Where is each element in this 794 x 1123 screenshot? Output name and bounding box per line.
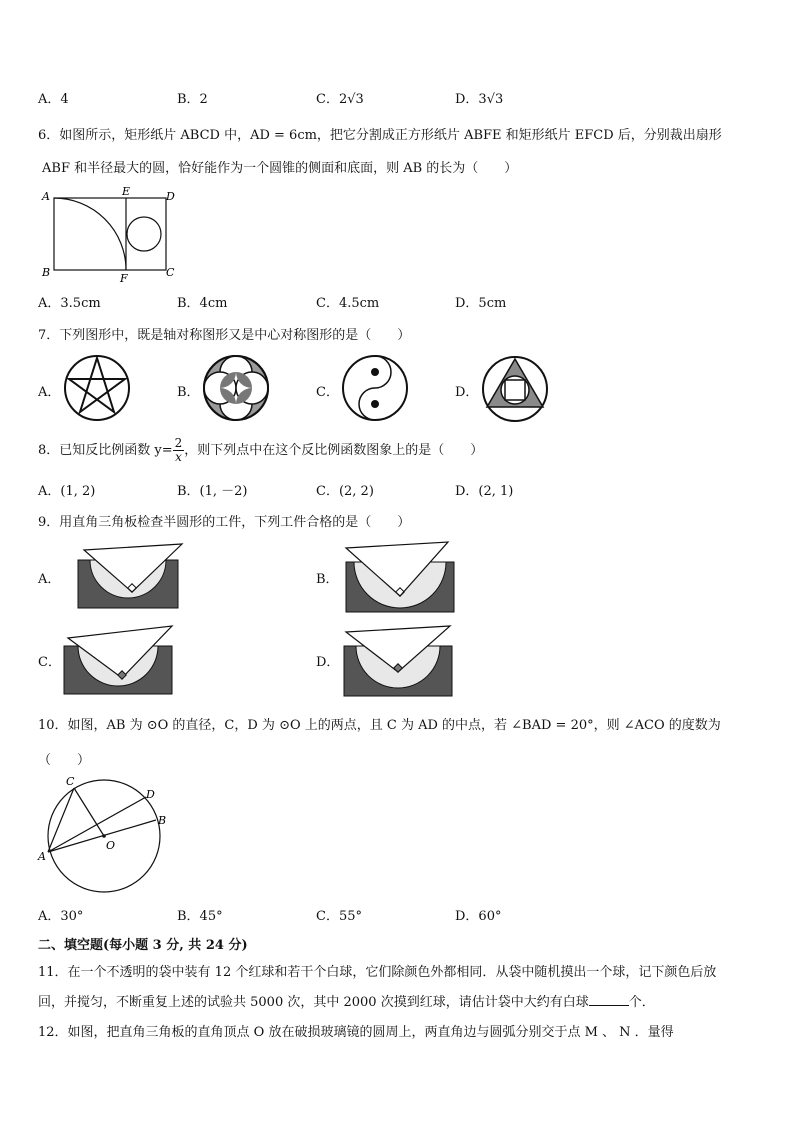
- q10-stem-line2: （ ）: [38, 753, 91, 768]
- q10-option-b: B．45°: [177, 909, 223, 924]
- q10-option-d: D．60°: [455, 909, 502, 924]
- label-b: B: [158, 814, 167, 827]
- label-c: C: [166, 266, 175, 279]
- label-a: A: [42, 190, 50, 203]
- q9-workpiece-a: [76, 540, 186, 612]
- q5-option-a: A．4: [38, 92, 69, 107]
- chord-ac: [48, 788, 74, 852]
- q11-line2-pre: 回，并搅匀，不断重复上述的试验共 5000 次，其中 2000 次摸到红球，请估计袋中大约有白球: [38, 995, 589, 1010]
- q7-label-a: A．: [38, 385, 61, 400]
- q9-stem: 9．用直角三角板检查半圆形的工件，下列工件合格的是（ ）: [38, 515, 411, 530]
- q11-answer-blank[interactable]: [589, 993, 629, 1006]
- q9-workpiece-b: [344, 540, 458, 614]
- q8-stem-pre: 8．已知反比例函数 y=: [38, 443, 173, 458]
- q10-stem-line1: 10．如图，AB 为 ⊙O 的直径，C，D 为 ⊙O 上的两点，且 C 为 AD 的中点，若 ∠BAD = 20°，则 ∠ACO 的度数为: [38, 718, 721, 733]
- sector-arc-abf: [54, 198, 126, 270]
- q6-stem-line2: ABF 和半径最大的圆，恰好能作为一个圆锥的侧面和底面，则 AB 的长为（ ）: [42, 161, 518, 176]
- q5-option-b: B．2: [177, 92, 208, 107]
- q11-stem-line2: [38, 991, 655, 1010]
- rect-abcd: [54, 198, 166, 270]
- q8-stem: [38, 437, 483, 464]
- q7-triangle-figure: [479, 353, 551, 423]
- q7-label-b: B．: [177, 385, 200, 400]
- q11-line2-post: 个．: [628, 995, 655, 1010]
- q7-label-c: C．: [316, 385, 339, 400]
- q9-workpiece-d: [342, 622, 456, 698]
- inscribed-circle: [127, 217, 161, 251]
- q9-label-c: C．: [38, 655, 61, 670]
- q5-option-c: C．2√3: [316, 92, 364, 107]
- q8-frac-den: x: [175, 450, 182, 464]
- section-heading-fill-blank: 二、填空题(每小题 3 分, 共 24 分): [38, 938, 248, 953]
- q8-stem-post: ，则下列点中在这个反比例函数图象上的是（ ）: [184, 443, 484, 458]
- q7-pentagram-figure: [62, 353, 132, 423]
- q9-label-d: D．: [316, 655, 340, 670]
- q7-label-d: D．: [455, 385, 479, 400]
- q7-four-circles-figure: [201, 353, 271, 423]
- q9-label-b: B．: [316, 572, 339, 587]
- q8-option-d: D．(2, 1): [455, 484, 514, 499]
- diameter-ab: [48, 820, 156, 852]
- label-a: A: [38, 850, 46, 863]
- q10-option-a: A．30°: [38, 909, 84, 924]
- q10-option-c: C．55°: [316, 909, 362, 924]
- q9-workpiece-c: [62, 622, 176, 696]
- q10-circle-figure: [36, 772, 176, 896]
- q6-stem-line1: 6．如图所示，矩形纸片 ABCD 中，AD = 6cm，把它分割成正方形纸片 ABFE 和矩形纸片 EFCD 后，分别裁出扇形: [38, 128, 722, 143]
- q12-stem-line1: 12．如图，把直角三角板的直角顶点 O 放在破损玻璃镜的圆周上，两直角边与圆弧分别交于点 M 、 N ．量得: [38, 1025, 674, 1040]
- label-d: D: [146, 788, 155, 801]
- q6-option-b: B．4cm: [177, 296, 228, 311]
- q8-fraction: [173, 437, 185, 464]
- q6-rectangle-figure: [38, 186, 178, 286]
- q8-option-a: A．(1, 2): [38, 484, 96, 499]
- q6-option-a: A．3.5cm: [38, 296, 101, 311]
- q9-label-a: A．: [38, 572, 61, 587]
- q5-option-d: D．3√3: [455, 92, 504, 107]
- label-o: O: [106, 839, 116, 852]
- q8-frac-num: 2: [174, 436, 183, 450]
- label-c: C: [66, 775, 75, 788]
- label-f: F: [120, 272, 128, 285]
- q6-option-c: C．4.5cm: [316, 296, 380, 311]
- q11-stem-line1: 11．在一个不透明的袋中装有 12 个红球和若干个白球，它们除颜色外都相同．从袋中随机摸出一个球，记下颜色后放: [38, 965, 717, 980]
- label-b: B: [42, 266, 51, 279]
- q8-option-c: C．(2, 2): [316, 484, 374, 499]
- q8-option-b: B．(1, －2): [177, 484, 248, 499]
- q7-yinyang-figure: [340, 353, 410, 423]
- label-d: D: [166, 190, 175, 203]
- label-e: E: [122, 186, 131, 198]
- q7-stem: 7．下列图形中，既是轴对称图形又是中心对称图形的是（ ）: [38, 328, 411, 343]
- q6-option-d: D．5cm: [455, 296, 507, 311]
